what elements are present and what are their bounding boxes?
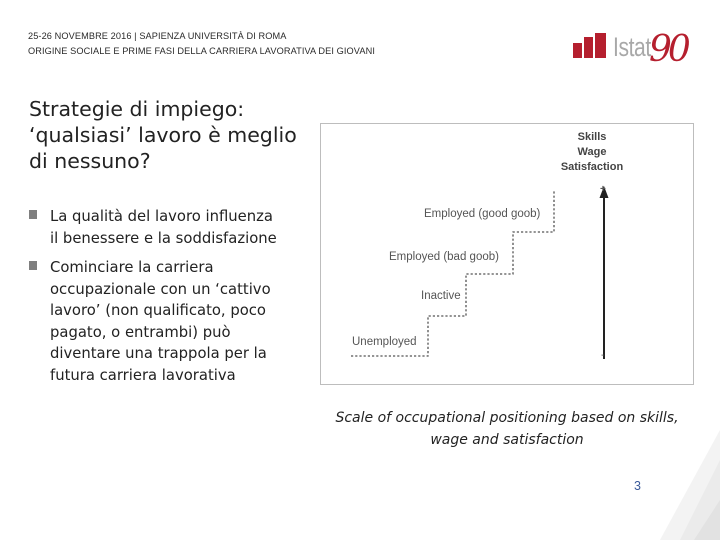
axis-label-satisfaction: Satisfaction (560, 161, 624, 173)
axis-label-wage: Wage (577, 146, 607, 158)
occupational-scale-figure (320, 123, 694, 385)
step-label-unemployed: Unemployed (352, 336, 417, 348)
istat-logo-word: Istat (613, 32, 651, 62)
page-number: 3 (634, 479, 641, 493)
slide-title: Strategie di impiego: ‘qualsiasi’ lavoro è meglio di nessuno? (29, 97, 297, 173)
slide-header (28, 29, 375, 59)
scale-plus-sign: + (600, 184, 606, 195)
bullet-list (29, 206, 279, 394)
header-event-line: 25-26 NOVEMBRE 2016 | SAPIENZA UNIVERSITÀ DI ROMA (28, 31, 287, 41)
bullet-item (29, 257, 279, 386)
header-topic-line: ORIGINE SOCIALE E PRIME FASI DELLA CARRIERA LAVORATIVA DEI GIOVANI (28, 46, 375, 56)
step-label-inactive: Inactive (421, 290, 461, 302)
istat-logo (573, 30, 695, 70)
scale-axis-labels (557, 130, 627, 175)
bullet-square-icon (29, 261, 37, 270)
figure-caption: Scale of occupational positioning based on skills, wage and satisfaction (335, 410, 679, 448)
bullet-text: Cominciare la carriera occupazionale con un ‘cattivo lavoro’ (non qualificato, poco pagato, o entrambi) può diventare una trappola per la futura carriera lavorativa (50, 259, 271, 384)
step-label-employed-good: Employed (good goob) (424, 208, 541, 220)
corner-decoration-icon (650, 430, 720, 540)
step-label-employed-bad: Employed (bad goob) (389, 251, 499, 263)
axis-label-skills: Skills (577, 131, 607, 143)
istat-logo-anniversary: 90 (649, 29, 687, 70)
bullet-item (29, 206, 279, 249)
bullet-text: La qualità del lavoro influenza il benessere e la soddisfazione (50, 208, 277, 247)
bullet-square-icon (29, 210, 37, 219)
scale-minus-sign: - (601, 350, 605, 361)
